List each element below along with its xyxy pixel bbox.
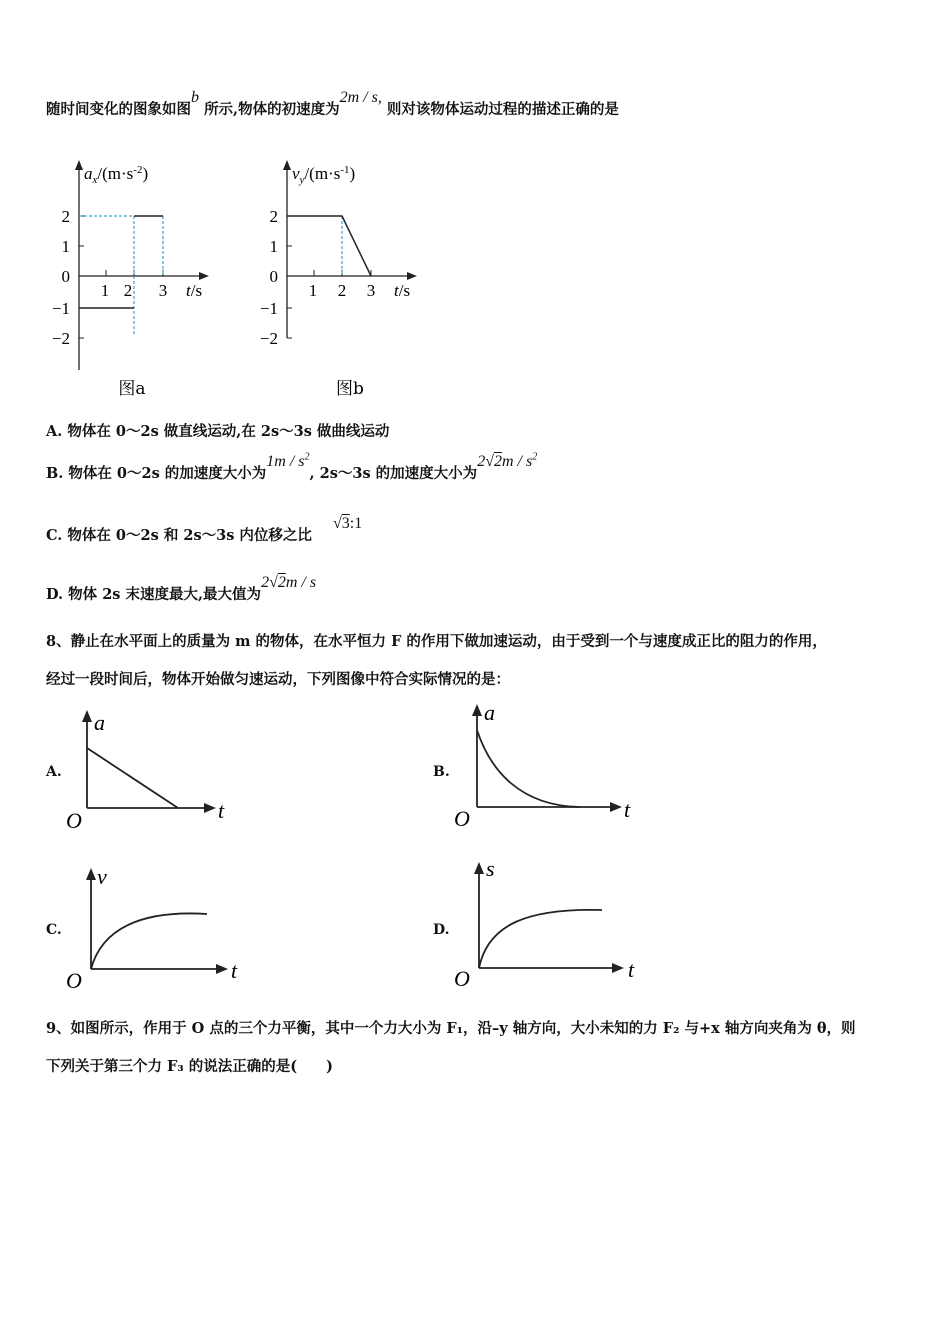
fig-b-xtick: 2	[337, 281, 347, 300]
fig-a-ytick: −2	[51, 329, 70, 348]
q8-graph-d-xlabel: t	[628, 957, 635, 982]
q8-graph-a-origin: O	[66, 808, 82, 833]
fig-a-xtick: 3	[158, 281, 168, 300]
fig-b-ytick: 0	[269, 267, 278, 286]
q8-graph-b-xlabel: t	[624, 797, 631, 822]
q7-option-b-text-1: B. 物体在 0～2s 的加速度大小为	[46, 465, 267, 482]
q7-intro-text-c: 所示,物体的初速度为	[204, 101, 340, 118]
q8-graph-a	[60, 706, 240, 836]
q8-graph-c	[62, 858, 252, 994]
fig-a-ytick: −1	[51, 299, 70, 318]
fig-a-ytick: 2	[61, 207, 70, 226]
q7-intro-figure-ref: b	[191, 89, 199, 106]
fig-a-ytick: 0	[61, 267, 70, 286]
q7-option-c-ratio: √3:1	[332, 515, 363, 532]
fig-a-ytick: 1	[61, 237, 70, 256]
q8-graph-c-origin: O	[66, 968, 82, 993]
fig-a-caption: 图a	[118, 379, 146, 399]
fig-a-xtick: 1	[100, 281, 110, 300]
q7-option-b-accel-2: $2√2m / s^2$	[477, 451, 538, 470]
q8-graph-b-ylabel: a	[484, 700, 495, 725]
fig-b-caption: 图b	[336, 379, 364, 399]
fig-b-ytick: −1	[259, 299, 278, 318]
q7-option-b-accel-1: $1m / s^2$	[266, 451, 310, 470]
figure-a	[44, 156, 234, 402]
q8-line-2: 经过一段时间后，物体开始做匀速运动，下列图像中符合实际情况的是：	[46, 671, 510, 688]
q7-intro-text-a: 随时间变化的图象如图	[46, 101, 191, 118]
fig-b-ytick: 2	[269, 207, 278, 226]
fig-b-ytick: −2	[259, 329, 278, 348]
q8-graph-c-xlabel: t	[231, 958, 238, 983]
fig-a-x-arrow	[199, 272, 209, 280]
q8-graph-a-ylabel: a	[94, 710, 105, 735]
q8-option-b-label: B.	[433, 764, 450, 780]
q8-graph-d	[452, 852, 648, 992]
q8-graph-a-xlabel: t	[218, 798, 225, 823]
q7-option-d-vmax: 2√2m / s	[261, 574, 317, 591]
fig-a-ylabel: $a_x/(m\cdot s^{-2})$	[84, 164, 149, 186]
fig-a-xtick: 2	[123, 281, 133, 300]
q7-option-a: A. 物体在 0～2s 做直线运动,在 2s～3s 做曲线运动	[46, 423, 390, 440]
q8-option-d-label: D.	[433, 922, 450, 938]
q8-graph-d-origin: O	[454, 966, 470, 991]
q7-option-b	[46, 451, 538, 483]
q7-option-c-text: C. 物体在 0～2s 和 2s～3s 内位移之比	[46, 527, 312, 544]
q7-initial-velocity: 2m / s,	[339, 89, 382, 106]
fig-b-xtick: 1	[308, 281, 318, 300]
q8-option-a-label: A.	[46, 764, 62, 780]
fig-b-xtick: 3	[366, 281, 376, 300]
q7-option-d-text: D. 物体 2s 末速度最大,最大值为	[46, 586, 262, 603]
fig-a-y-arrow	[75, 160, 83, 170]
q9-line-2: 下列关于第三个力 F₃ 的说法正确的是( )	[46, 1058, 333, 1075]
q9-line-1: 9、如图所示，作用于 O 点的三个力平衡，其中一个力大小为 F₁，沿–y 轴方向，大小未知的力 F₂ 与+x 轴方向夹角为 θ，则	[46, 1020, 856, 1037]
fig-b-ytick: 1	[269, 237, 278, 256]
fig-b-ylabel: $v_y/(m\cdot s^{-1})$	[292, 164, 356, 186]
q7-intro-text-e: 则对该物体运动过程的描述正确的是	[386, 101, 619, 118]
q8-graph-b-origin: O	[454, 806, 470, 831]
q8-graph-a-curve	[87, 748, 178, 808]
q7-option-d	[46, 574, 317, 604]
q8-graph-b	[450, 700, 640, 836]
fig-b-velocity-line	[287, 216, 371, 276]
q8-graph-d-curve	[479, 910, 602, 968]
q8-graph-c-ylabel: v	[97, 864, 107, 889]
fig-b-xlabel: t/s	[394, 281, 411, 300]
q8-graph-c-curve	[91, 913, 207, 969]
q7-option-b-text-2: , 2s～3s 的加速度大小为	[309, 465, 478, 482]
q8-line-1: 8、静止在水平面上的质量为 m 的物体，在水平恒力 F 的作用下做加速运动，由于受到一个与速度成正比的阻力的作用，	[46, 633, 827, 650]
q7-option-c	[46, 515, 363, 545]
q7-intro	[46, 89, 619, 119]
fig-b-x-arrow	[407, 272, 417, 280]
q8-option-c-label: C.	[46, 922, 62, 938]
fig-a-xlabel: t/s	[186, 281, 203, 300]
figure-b	[252, 156, 442, 402]
fig-b-y-arrow	[283, 160, 291, 170]
q8-graph-b-curve	[477, 730, 580, 807]
q8-graph-d-ylabel: s	[486, 856, 495, 881]
